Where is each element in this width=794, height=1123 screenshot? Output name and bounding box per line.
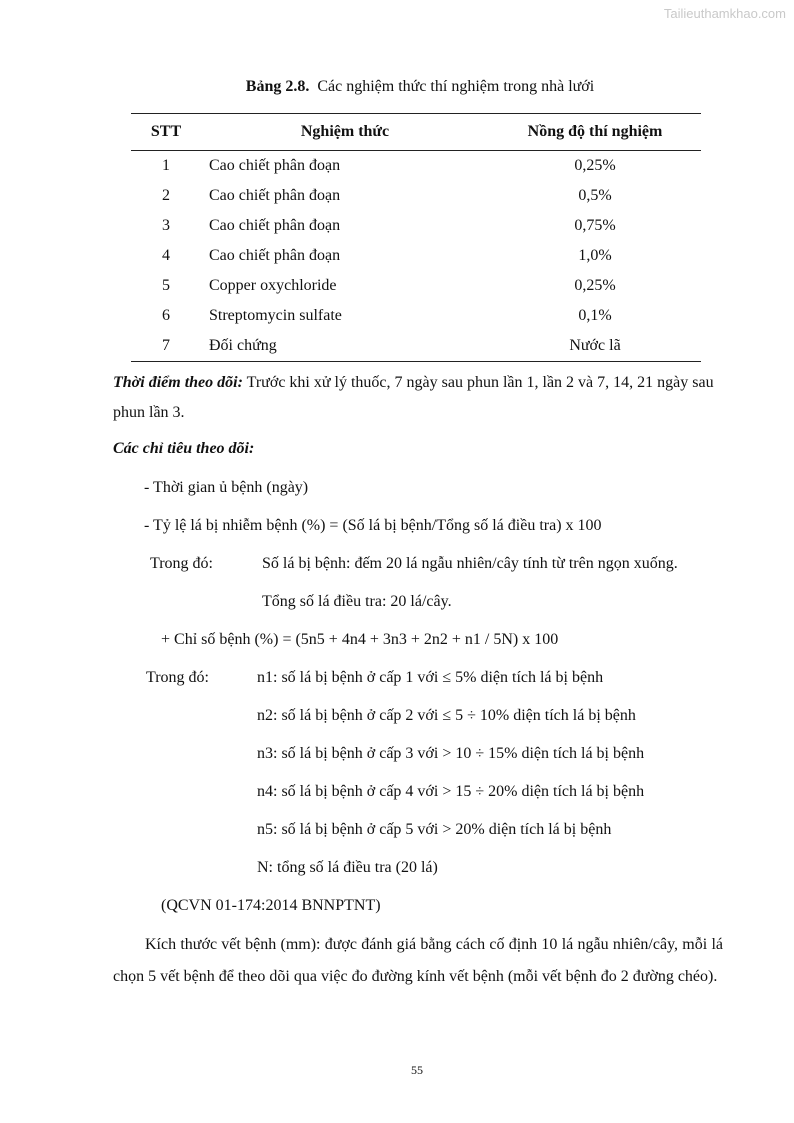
n3-definition: n3: số lá bị bệnh ở cấp 3 với > 10 ÷ 15% diện tích lá bị bệnh bbox=[257, 745, 645, 762]
cell-concentration: 0,75% bbox=[574, 217, 616, 234]
table-row bbox=[131, 331, 701, 362]
disease-index-formula: + Chỉ số bệnh (%) = (5n5 + 4n4 + 3n3 + 2n2 + n1 / 5N) x 100 bbox=[161, 631, 559, 648]
page-number: 55 bbox=[411, 1063, 423, 1077]
cell-concentration: 0,1% bbox=[578, 307, 612, 324]
cell-stt: 5 bbox=[162, 277, 170, 294]
monitor-time-label: Thời điểm theo dõi: bbox=[113, 374, 243, 391]
standard-reference: (QCVN 01-174:2014 BNNPTNT) bbox=[161, 897, 381, 914]
N-definition: N: tổng số lá điều tra (20 lá) bbox=[257, 859, 438, 876]
lesion-size-paragraph: Kích thước vết bệnh (mm): được đánh giá bằng cách cố định 10 lá ngẫu nhiên/cây, mỗi lá chọn 5 vết bệnh để theo dõi qua việc đo đường kính vết bệnh (mỗi vết bệnh đo 2 đường chéo). bbox=[113, 936, 723, 985]
cell-concentration: 0,5% bbox=[578, 187, 612, 204]
infection-rate-formula: - Tỷ lệ lá bị nhiễm bệnh (%) = (Số lá bị bệnh/Tổng số lá điều tra) x 100 bbox=[144, 517, 602, 534]
monitor-time-text: Trước khi xử lý thuốc, 7 ngày sau phun lần 1, lần 2 và 7, 14, 21 ngày sau phun lần 3. bbox=[113, 374, 714, 421]
cell-concentration: 1,0% bbox=[578, 247, 612, 264]
watermark: Tailieuthamkhao.com bbox=[663, 6, 786, 21]
cell-stt: 3 bbox=[162, 217, 170, 234]
table-header-row bbox=[131, 114, 701, 151]
cell-stt: 6 bbox=[162, 307, 170, 324]
header-concentration: Nồng độ thí nghiệm bbox=[489, 114, 701, 151]
n5-definition: n5: số lá bị bệnh ở cấp 5 với > 20% diện tích lá bị bệnh bbox=[257, 821, 612, 838]
table-row bbox=[131, 211, 701, 241]
cell-treatment: Cao chiết phân đoạn bbox=[209, 157, 341, 174]
cell-stt: 4 bbox=[162, 247, 170, 264]
cell-treatment: Copper oxychloride bbox=[209, 277, 337, 294]
diseased-leaves-note: Số lá bị bệnh: đếm 20 lá ngẫu nhiên/cây tính từ trên ngọn xuống. bbox=[262, 555, 678, 572]
cell-treatment: Cao chiết phân đoạn bbox=[209, 187, 341, 204]
caption-text: Các nghiệm thức thí nghiệm trong nhà lưới bbox=[317, 78, 595, 95]
cell-treatment: Đối chứng bbox=[201, 331, 489, 362]
cell-treatment: Cao chiết phân đoạn bbox=[209, 247, 341, 264]
table-row bbox=[131, 181, 701, 211]
cell-stt: 1 bbox=[162, 157, 170, 174]
where-label-2: Trong đó: bbox=[146, 669, 209, 686]
cell-concentration: 0,25% bbox=[574, 277, 616, 294]
header-stt: STT bbox=[131, 114, 201, 151]
cell-treatment: Streptomycin sulfate bbox=[209, 307, 342, 324]
cell-concentration: Nước lã bbox=[489, 331, 701, 362]
total-leaves-note: Tổng số lá điều tra: 20 lá/cây. bbox=[262, 593, 452, 610]
cell-concentration: 0,25% bbox=[574, 157, 616, 174]
treatment-table bbox=[131, 113, 701, 362]
table-caption bbox=[0, 78, 794, 96]
n1-definition: n1: số lá bị bệnh ở cấp 1 với ≤ 5% diện tích lá bị bệnh bbox=[257, 669, 604, 686]
n2-definition: n2: số lá bị bệnh ở cấp 2 với ≤ 5 ÷ 10% diện tích lá bị bệnh bbox=[257, 707, 636, 724]
n4-definition: n4: số lá bị bệnh ở cấp 4 với > 15 ÷ 20% diện tích lá bị bệnh bbox=[257, 783, 645, 800]
header-treatment: Nghiệm thức bbox=[201, 114, 489, 151]
indicators-heading: Các chỉ tiêu theo dõi: bbox=[113, 440, 255, 457]
table-row bbox=[131, 271, 701, 301]
cell-stt: 7 bbox=[131, 331, 201, 362]
where-label-1: Trong đó: bbox=[150, 555, 213, 572]
incubation-line: - Thời gian ủ bệnh (ngày) bbox=[144, 479, 309, 496]
cell-stt: 2 bbox=[162, 187, 170, 204]
table-row bbox=[131, 241, 701, 271]
monitor-time-paragraph bbox=[113, 368, 723, 428]
table-row bbox=[131, 151, 701, 182]
cell-treatment: Cao chiết phân đoạn bbox=[209, 217, 341, 234]
caption-label: Bảng 2.8. bbox=[245, 78, 310, 95]
table-row bbox=[131, 301, 701, 331]
